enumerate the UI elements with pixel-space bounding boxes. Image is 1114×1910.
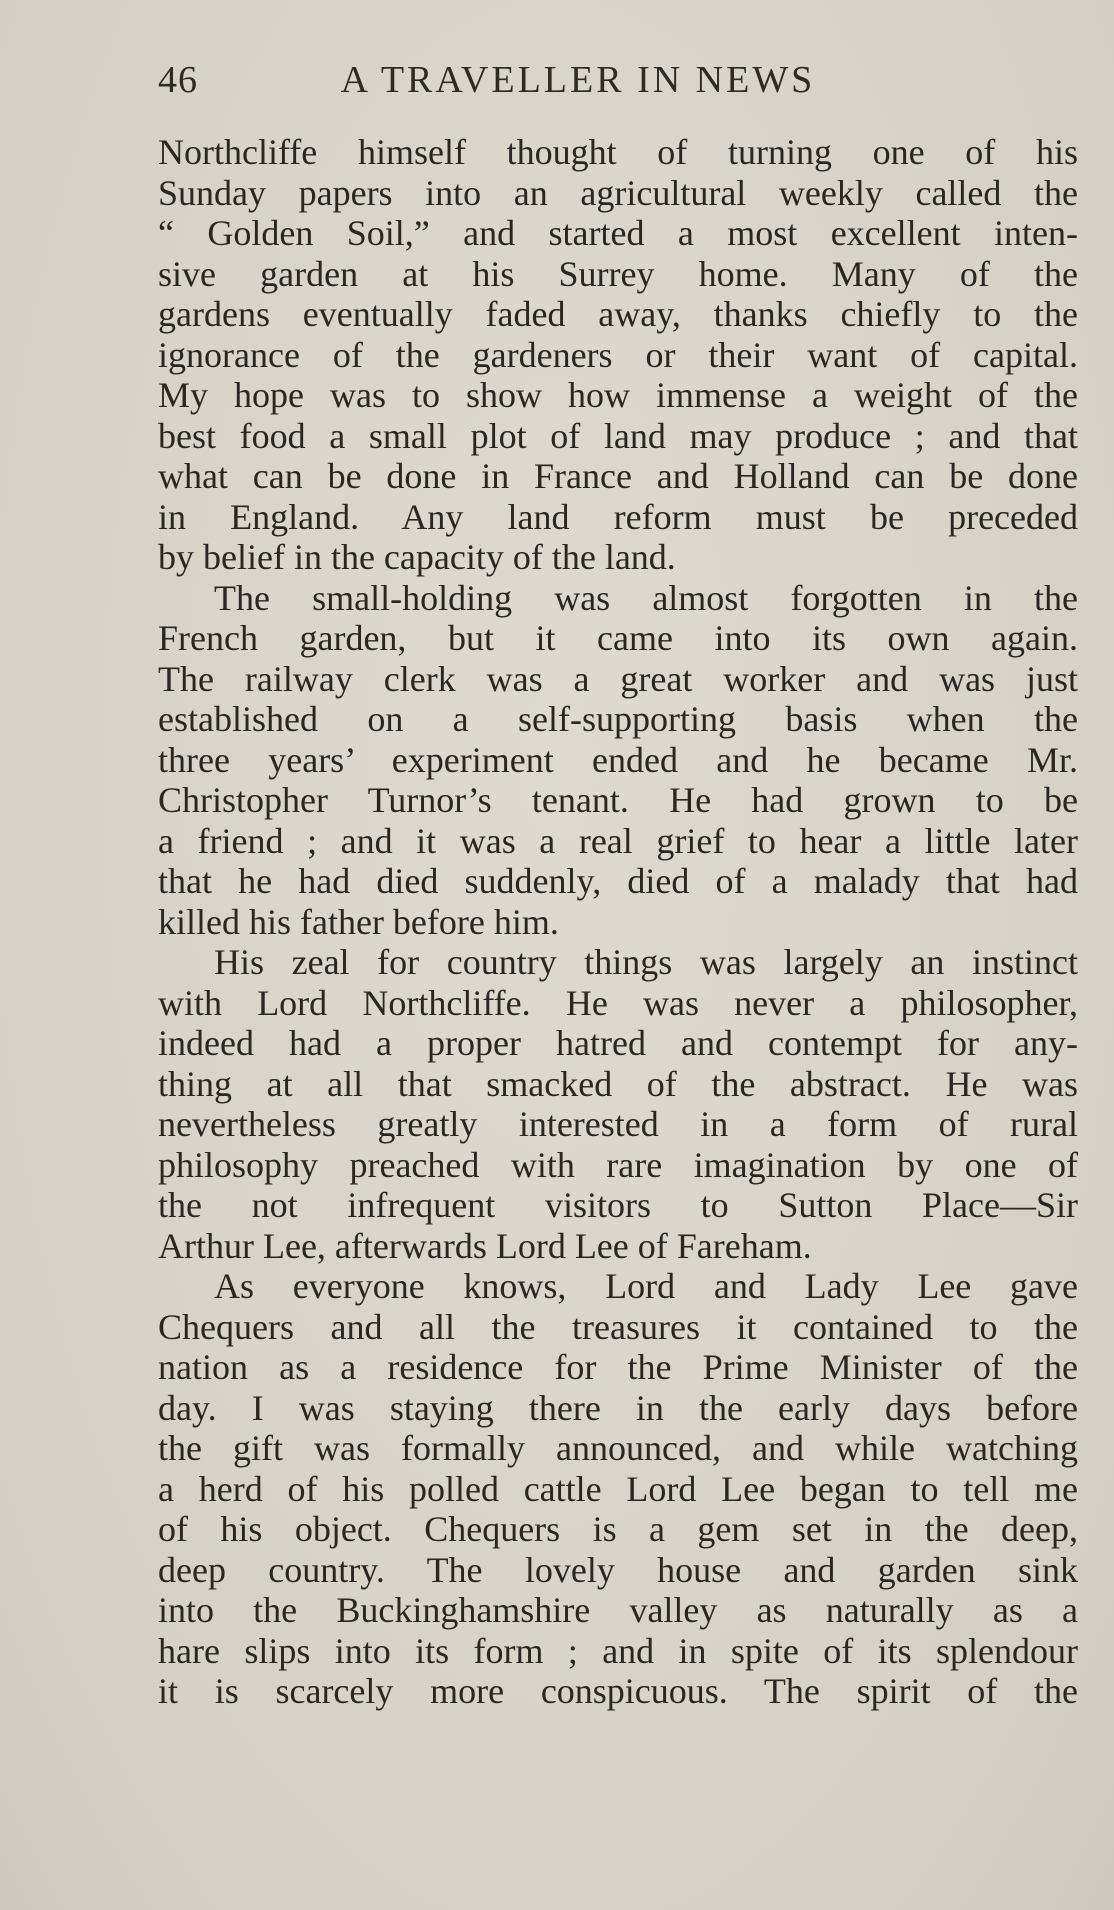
text-line: Arthur Lee, afterwards Lord Lee of Fareham. [158,1225,812,1266]
text-line: Sunday papers into an agricultural weekly called the [158,172,1078,213]
text-line: indeed had a proper hatred and contempt for any- [158,1023,1078,1063]
running-title: A TRAVELLER IN NEWS [340,59,816,101]
text-line: His zeal for country things was largely an instinct [214,942,1078,982]
text-line: Northcliffe himself thought of turning one of his [158,132,1078,172]
text-line: the gift was formally announced, and while watching [158,1428,1078,1468]
text-line: philosophy preached with rare imagination by one of [158,1144,1078,1185]
text-line: best food a small plot of land may produce ; and that [158,415,1078,456]
paragraph [158,942,1078,1266]
text-line: by belief in the capacity of the land. [158,537,676,577]
text-line: into the Buckinghamshire valley as naturally as a [158,1590,1078,1630]
text-line: in England. Any land reform must be preceded [158,496,1078,537]
text-line: a herd of his polled cattle Lord Lee began to tell me [158,1468,1078,1509]
text-line: “ Golden Soil,” and started a most excellent inten- [158,213,1078,253]
text-line: killed his father before him. [158,901,559,942]
text-line: sive garden at his Surrey home. Many of the [158,253,1078,294]
text-line: deep country. The lovely house and garden sink [158,1549,1078,1590]
page-number: 46 [158,59,198,101]
text-line: Chequers and all the treasures it contained to the [158,1306,1078,1347]
text-line: that he had died suddenly, died of a malady that had [158,861,1078,901]
text-line: of his object. Chequers is a gem set in the deep, [158,1509,1078,1549]
text-line: what can be done in France and Holland can be done [158,456,1078,496]
text-line: gardens eventually faded away, thanks chiefly to the [158,294,1078,334]
paragraph [158,132,1078,578]
text-line: the not infrequent visitors to Sutton Place—Sir [158,1185,1078,1225]
text-line: Christopher Turnor’s tenant. He had grown to be [158,780,1078,820]
text-line: As everyone knows, Lord and Lady Lee gave [214,1266,1078,1306]
text-line: The railway clerk was a great worker and was just [158,658,1078,699]
text-line: with Lord Northcliffe. He was never a philosopher, [158,982,1078,1023]
text-line: a friend ; and it was a real grief to hear a little later [158,820,1078,861]
text-line: thing at all that smacked of the abstract. He was [158,1063,1078,1104]
text-line: hare slips into its form ; and in spite of its splendour [158,1630,1078,1671]
running-head [158,58,918,108]
paragraph [158,578,1078,943]
text-line: ignorance of the gardeners or their want of capital. [158,334,1078,375]
text-line: My hope was to show how immense a weight of the [158,375,1078,415]
paragraph [158,1266,1078,1712]
text-line: three years’ experiment ended and he became Mr. [158,739,1078,780]
text-line: it is scarcely more conspicuous. The spirit of the [158,1671,1078,1711]
body-text [158,132,1078,1712]
text-line: French garden, but it came into its own again. [158,618,1078,658]
text-line: nevertheless greatly interested in a form of rural [158,1104,1078,1144]
text-line: day. I was staying there in the early days before [158,1387,1078,1428]
text-line: nation as a residence for the Prime Minister of the [158,1347,1078,1387]
text-line: The small-holding was almost forgotten in the [214,577,1078,618]
text-line: established on a self-supporting basis when the [158,699,1078,739]
